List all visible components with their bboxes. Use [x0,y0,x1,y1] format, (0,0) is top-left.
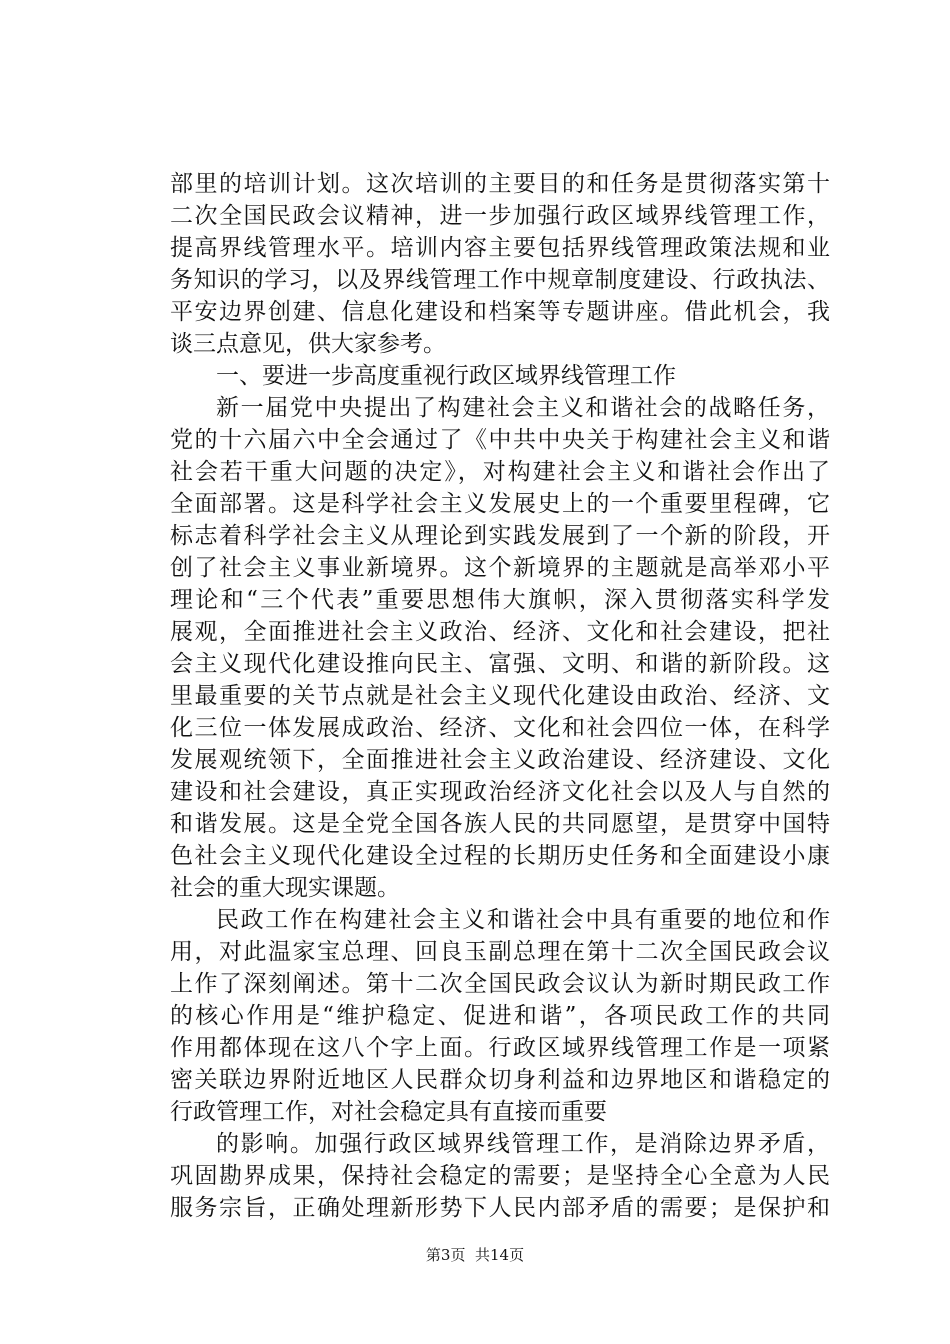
text-line: 里最重要的关节点就是社会主义现代化建设由政治、经济、文 [170,683,830,709]
text-line: 部里的培训计划。这次培训的主要目的和任务是贯彻落实第十 [170,171,830,197]
text-line: 密关联边界附近地区人民群众切身利益和边界地区和谐稳定的 [170,1067,830,1093]
text-line: 创了社会主义事业新境界。这个新境界的主题就是高举邓小平 [170,555,830,581]
text-line: 全面部署。这是科学社会主义发展史上的一个重要里程碑，它 [170,491,830,517]
text-line: 党的十六届六中全会通过了《中共中央关于构建社会主义和谐 [170,427,830,453]
text-line: 提高界线管理水平。培训内容主要包括界线管理政策法规和业 [170,235,830,261]
text-line: 展观，全面推进社会主义政治、经济、文化和社会建设，把社 [170,619,830,645]
text-line: 社会的重大现实课题。 [170,875,400,901]
text-line: 的核心作用是“维护稳定、促进和谐”，各项民政工作的共同 [170,1003,830,1029]
text-line: 会主义现代化建设推向民主、富强、文明、和谐的新阶段。这 [170,651,830,677]
text-line: 务知识的学习，以及界线管理工作中规章制度建设、行政执法、 [170,267,830,293]
text-line: 和谐发展。这是全党全国各族人民的共同愿望，是贯穿中国特 [170,811,830,837]
text-line: 巩固勘界成果，保持社会稳定的需要；是坚持全心全意为人民 [170,1163,830,1189]
text-line: 上作了深刻阐述。第十二次全国民政会议认为新时期民政工作 [170,971,830,997]
text-line: 新一届党中央提出了构建社会主义和谐社会的战略任务， [216,395,830,421]
text-line: 民政工作在构建社会主义和谐社会中具有重要的地位和作 [216,907,830,933]
text-line: 标志着科学社会主义从理论到实践发展到了一个新的阶段，开 [170,523,830,549]
text-line: 服务宗旨，正确处理新形势下人民内部矛盾的需要；是保护和 [170,1195,830,1221]
text-line: 色社会主义现代化建设全过程的长期历史任务和全面建设小康 [170,843,830,869]
text-line: 的影响。加强行政区域界线管理工作，是消除边界矛盾， [216,1131,830,1157]
text-line: 谈三点意见，供大家参考。 [170,331,446,357]
text-line: 建设和社会建设，真正实现政治经济文化社会以及人与自然的 [170,779,830,805]
text-line: 行政管理工作，对社会稳定具有直接而重要 [170,1099,607,1125]
text-line: 发展观统领下，全面推进社会主义政治建设、经济建设、文化 [170,747,830,773]
text-line: 社会若干重大问题的决定》，对构建社会主义和谐社会作出了 [170,459,830,485]
text-line: 用，对此温家宝总理、回良玉副总理在第十二次全国民政会议 [170,939,830,965]
document-body [170,168,830,1224]
page-footer [0,1244,950,1265]
text-line: 化三位一体发展成政治、经济、文化和社会四位一体，在科学 [170,715,830,741]
text-line: 二次全国民政会议精神，进一步加强行政区域界线管理工作， [170,203,830,229]
text-line: 平安边界创建、信息化建设和档案等专题讲座。借此机会，我 [170,299,830,325]
text-line: 理论和“三个代表”重要思想伟大旗帜，深入贯彻落实科学发 [170,587,830,613]
text-line: 作用都体现在这八个字上面。行政区域界线管理工作是一项紧 [170,1035,830,1061]
page-number-label: 第3页 共14页 [425,1246,525,1264]
text-line: 一、要进一步高度重视行政区域界线管理工作 [216,363,676,389]
